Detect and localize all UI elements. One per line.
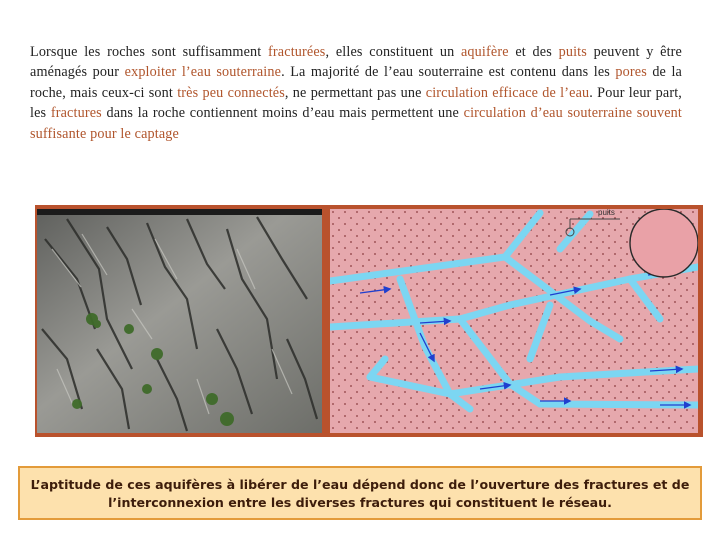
text-run: , ne permettant pas une — [284, 84, 426, 101]
intro-paragraph — [30, 42, 682, 144]
conclusion-caption — [18, 466, 702, 520]
term-aquifere: aquifère — [460, 44, 509, 60]
term-circulation-efficace: circulation efficace de l’eau — [425, 84, 590, 101]
text-run: de la roche, mais ceux-ci sont — [30, 64, 682, 101]
caption-line-2: l’interconnexion entre les diverses fractures qui constituent le réseau. — [108, 495, 612, 510]
well-label: puits — [598, 209, 615, 217]
term-exploiter: exploiter l’eau souterraine — [124, 64, 282, 81]
text-run: . Pour leur part, les — [30, 84, 682, 122]
figure-frame — [35, 205, 703, 437]
text-run: . La majorité de l’eau souterraine est contenu dans les — [281, 64, 616, 81]
text-run: et des — [508, 44, 559, 60]
term-fracturees: fracturées — [268, 44, 326, 60]
fractured-rock-photo — [37, 209, 322, 433]
caption-line-1: L’aptitude de ces aquifères à libérer de l’eau dépend donc de l’ouverture des fractures et de — [30, 477, 690, 492]
text-run: peuvent y être aménagés pour — [30, 44, 682, 81]
term-peu-connectes: très peu connectés — [177, 84, 285, 101]
term-puits: puits — [558, 44, 587, 60]
term-circulation-captage: circulation d’eau souterraine souvent suffisante pour le captage — [30, 105, 682, 142]
term-fractures: fractures — [50, 105, 102, 122]
fracture-network-diagram — [330, 209, 698, 433]
text-run: , elles constituent un — [325, 44, 461, 60]
text-run: dans la roche contiennent moins d’eau mais permettent une — [101, 105, 464, 122]
text-run: Lorsque les roches sont suffisamment — [30, 44, 269, 60]
term-pores: pores — [615, 64, 647, 81]
well-circle — [630, 209, 698, 277]
